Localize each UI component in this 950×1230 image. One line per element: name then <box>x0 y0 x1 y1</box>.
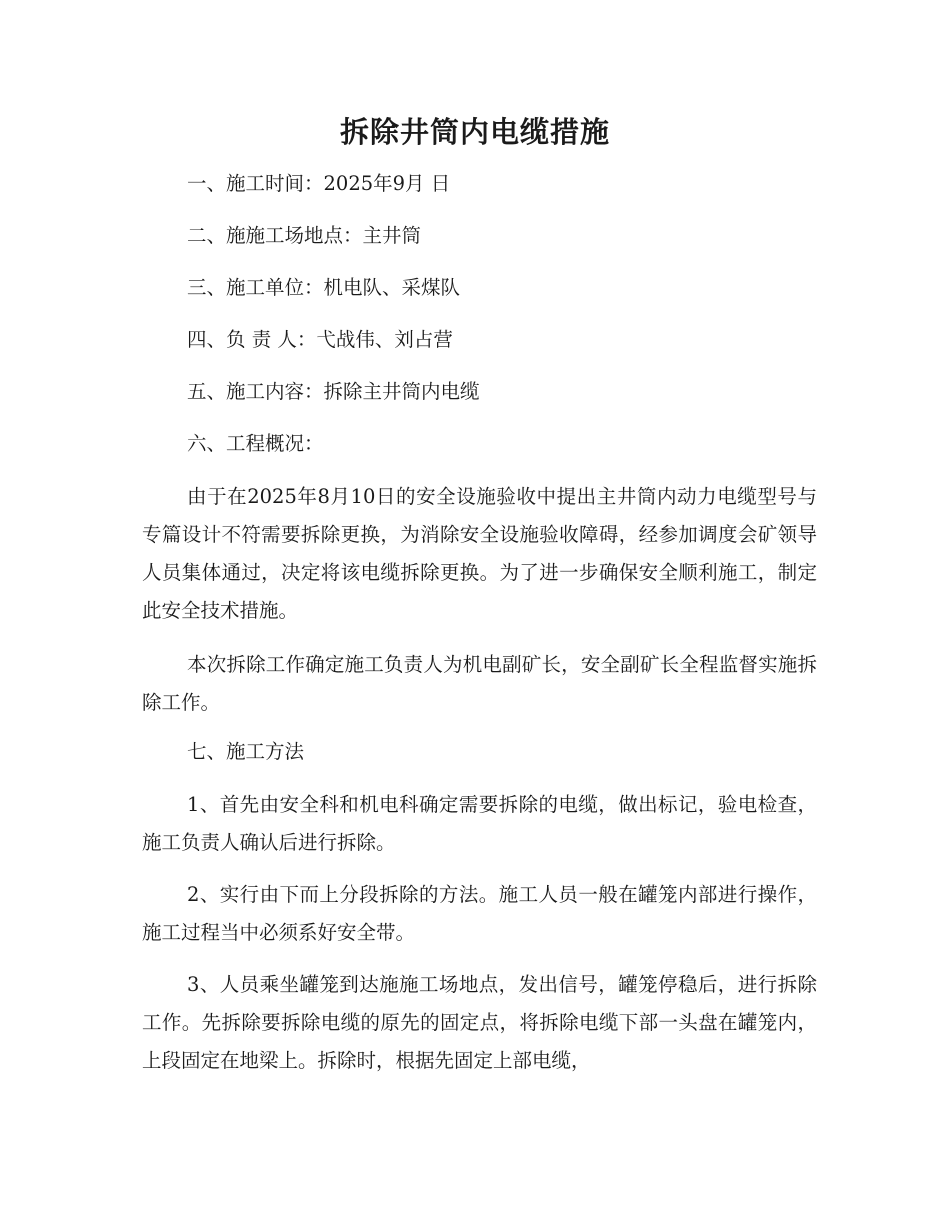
heading-project-overview: 六、工程概况： <box>187 432 324 455</box>
method-step-1: 1、首先由安全科和机电科确定需要拆除的电缆，做出标记，验电检查，施工负责人确认后进行拆除。 <box>142 793 817 854</box>
method-step-3: 3、人员乘坐罐笼到达施施工场地点，发出信号，罐笼停稳后，进行拆除工作。先拆除要拆除电缆的原先的固定点，将拆除电缆下部一头盘在罐笼内，上段固定在地梁上。拆除时，根据先固定上部电缆， <box>142 973 817 1072</box>
field-construction-unit: 三、施工单位：机电队、采煤队 <box>187 276 461 299</box>
field-construction-time: 一、施工时间：2025年9月 日 <box>187 172 451 195</box>
method-step-2: 2、实行由下而上分段拆除的方法。施工人员一般在罐笼内部进行操作，施工过程当中必须系好安全带。 <box>142 883 817 944</box>
heading-construction-method: 七、施工方法 <box>187 740 305 763</box>
field-construction-site: 二、施施工场地点：主井筒 <box>187 224 422 247</box>
overview-paragraph-2: 本次拆除工作确定施工负责人为机电副矿长，安全副矿长全程监督实施拆除工作。 <box>142 653 817 714</box>
overview-paragraph-1: 由于在2025年8月10日的安全设施验收中提出主井筒内动力电缆型号与专篇设计不符需要拆除更换，为消除安全设施验收障碍，经参加调度会矿领导人员集体通过，决定将该电缆拆除更换。为了进一步确保安全顺利施工，制定此安全技术措施。 <box>142 485 817 622</box>
field-person-in-charge: 四、负 责 人：弋战伟、刘占营 <box>187 328 453 351</box>
document-title: 拆除井筒内电缆措施 <box>339 115 610 149</box>
field-construction-content: 五、施工内容：拆除主井筒内电缆 <box>187 380 480 403</box>
